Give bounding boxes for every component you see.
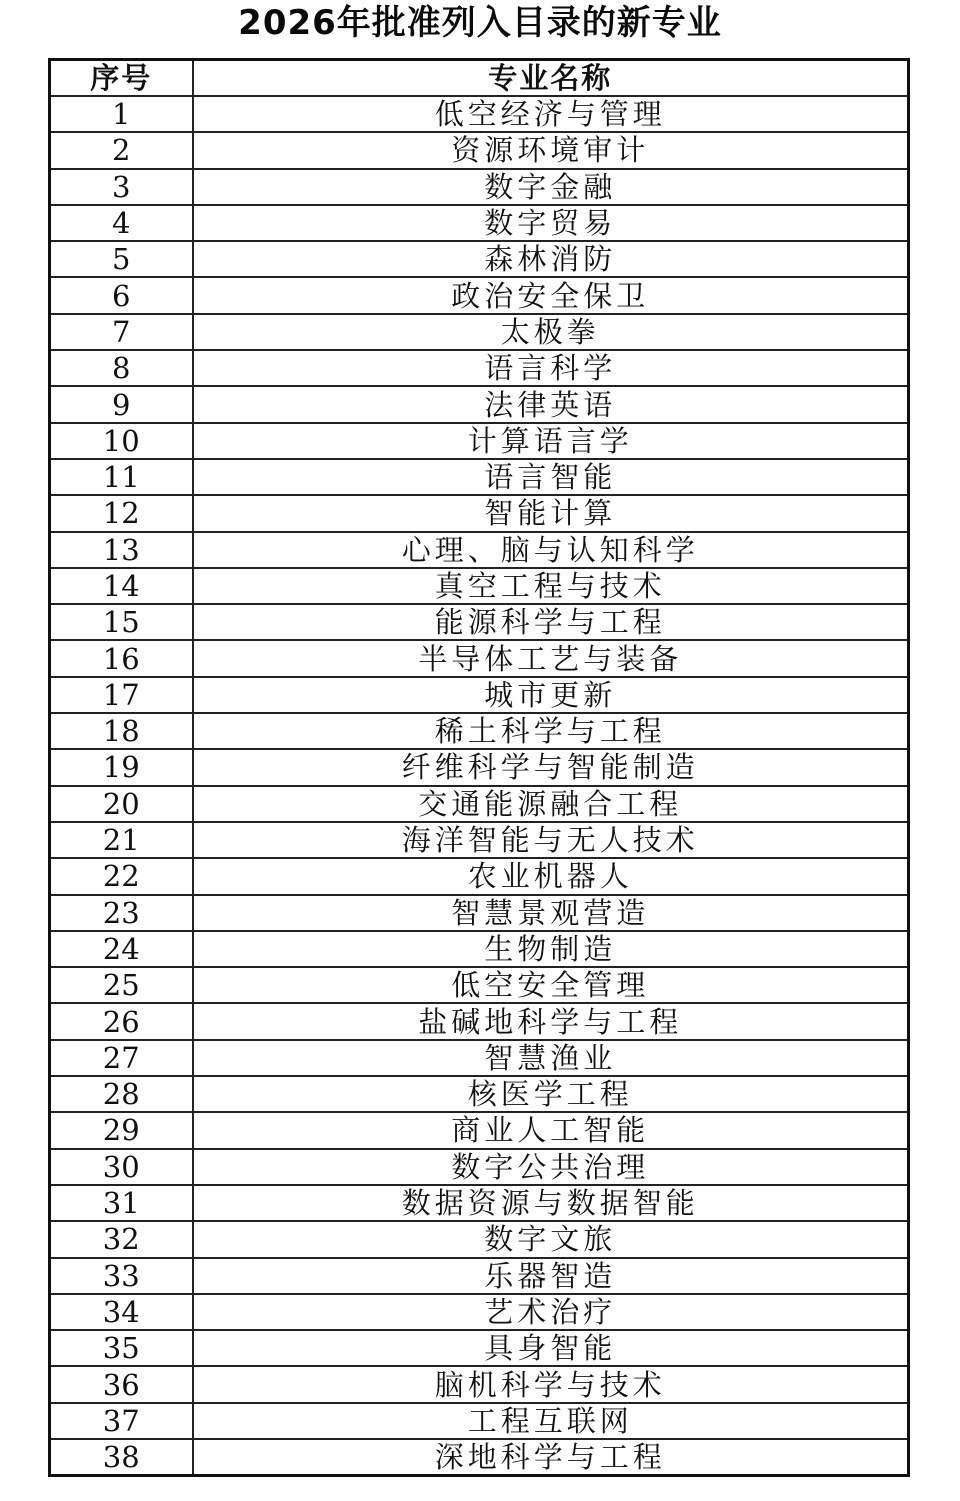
major-name-cell: 心理、脑与认知科学 xyxy=(193,532,909,568)
row-index-cell: 17 xyxy=(50,677,193,713)
row-index-cell: 16 xyxy=(50,640,193,676)
row-index-cell: 34 xyxy=(50,1294,193,1330)
row-index-cell: 28 xyxy=(50,1076,193,1112)
table-row xyxy=(50,1366,909,1402)
major-name-cell: 真空工程与技术 xyxy=(193,568,909,604)
table-row xyxy=(50,786,909,822)
major-name-cell: 森林消防 xyxy=(193,241,909,277)
row-index-cell: 24 xyxy=(50,931,193,967)
major-name-cell: 盐碱地科学与工程 xyxy=(193,1003,909,1039)
table-row xyxy=(50,1221,909,1257)
page-title: 2026年批准列入目录的新专业 xyxy=(238,3,722,43)
major-name-cell: 低空经济与管理 xyxy=(193,96,909,132)
row-index-cell: 8 xyxy=(50,350,193,386)
table-row xyxy=(50,1112,909,1148)
row-index-cell: 14 xyxy=(50,568,193,604)
row-index-cell: 3 xyxy=(50,169,193,205)
row-index-cell: 38 xyxy=(50,1439,193,1476)
row-index-cell: 37 xyxy=(50,1403,193,1439)
row-index-cell: 4 xyxy=(50,205,193,241)
row-index-cell: 18 xyxy=(50,713,193,749)
table-row xyxy=(50,713,909,749)
table-row xyxy=(50,96,909,132)
major-name-cell: 城市更新 xyxy=(193,677,909,713)
table-row xyxy=(50,604,909,640)
table-row xyxy=(50,895,909,931)
table-row xyxy=(50,858,909,894)
row-index-cell: 32 xyxy=(50,1221,193,1257)
row-index-cell: 27 xyxy=(50,1040,193,1076)
major-name-cell: 语言智能 xyxy=(193,459,909,495)
row-index-cell: 12 xyxy=(50,495,193,531)
major-name-cell: 智慧渔业 xyxy=(193,1040,909,1076)
row-index-cell: 2 xyxy=(50,132,193,168)
table-row xyxy=(50,1294,909,1330)
header-row xyxy=(50,60,909,97)
table-row xyxy=(50,169,909,205)
major-name-cell: 智能计算 xyxy=(193,495,909,531)
majors-table-container xyxy=(48,58,907,1477)
major-name-cell: 数字公共治理 xyxy=(193,1149,909,1185)
table-row xyxy=(50,1040,909,1076)
major-name-cell: 数字金融 xyxy=(193,169,909,205)
column-header-index: 序号 xyxy=(50,60,193,97)
major-name-cell: 资源环境审计 xyxy=(193,132,909,168)
table-row xyxy=(50,931,909,967)
table-row xyxy=(50,205,909,241)
table-row xyxy=(50,532,909,568)
row-index-cell: 5 xyxy=(50,241,193,277)
table-row xyxy=(50,1003,909,1039)
table-row xyxy=(50,386,909,422)
table-row xyxy=(50,423,909,459)
row-index-cell: 7 xyxy=(50,314,193,350)
table-row xyxy=(50,132,909,168)
major-name-cell: 半导体工艺与装备 xyxy=(193,640,909,676)
row-index-cell: 1 xyxy=(50,96,193,132)
major-name-cell: 数据资源与数据智能 xyxy=(193,1185,909,1221)
table-row xyxy=(50,1403,909,1439)
table-row xyxy=(50,1149,909,1185)
major-name-cell: 政治安全保卫 xyxy=(193,277,909,313)
row-index-cell: 13 xyxy=(50,532,193,568)
table-row xyxy=(50,495,909,531)
table-row xyxy=(50,1439,909,1476)
table-row xyxy=(50,677,909,713)
row-index-cell: 26 xyxy=(50,1003,193,1039)
major-name-cell: 太极拳 xyxy=(193,314,909,350)
table-row xyxy=(50,568,909,604)
table-row xyxy=(50,640,909,676)
column-header-name: 专业名称 xyxy=(193,60,909,97)
row-index-cell: 21 xyxy=(50,822,193,858)
table-row xyxy=(50,1330,909,1366)
major-name-cell: 纤维科学与智能制造 xyxy=(193,749,909,785)
row-index-cell: 19 xyxy=(50,749,193,785)
row-index-cell: 36 xyxy=(50,1366,193,1402)
major-name-cell: 计算语言学 xyxy=(193,423,909,459)
majors-table xyxy=(48,58,910,1477)
table-row xyxy=(50,822,909,858)
major-name-cell: 海洋智能与无人技术 xyxy=(193,822,909,858)
table-row xyxy=(50,1076,909,1112)
major-name-cell: 智慧景观营造 xyxy=(193,895,909,931)
table-row xyxy=(50,277,909,313)
major-name-cell: 工程互联网 xyxy=(193,1403,909,1439)
row-index-cell: 25 xyxy=(50,967,193,1003)
major-name-cell: 数字贸易 xyxy=(193,205,909,241)
major-name-cell: 低空安全管理 xyxy=(193,967,909,1003)
table-row xyxy=(50,350,909,386)
major-name-cell: 乐器智造 xyxy=(193,1258,909,1294)
table-row xyxy=(50,314,909,350)
table-row xyxy=(50,967,909,1003)
table-row xyxy=(50,241,909,277)
table-row xyxy=(50,459,909,495)
row-index-cell: 15 xyxy=(50,604,193,640)
major-name-cell: 交通能源融合工程 xyxy=(193,786,909,822)
row-index-cell: 11 xyxy=(50,459,193,495)
row-index-cell: 23 xyxy=(50,895,193,931)
table-row xyxy=(50,749,909,785)
major-name-cell: 数字文旅 xyxy=(193,1221,909,1257)
row-index-cell: 20 xyxy=(50,786,193,822)
major-name-cell: 脑机科学与技术 xyxy=(193,1366,909,1402)
major-name-cell: 核医学工程 xyxy=(193,1076,909,1112)
major-name-cell: 农业机器人 xyxy=(193,858,909,894)
row-index-cell: 31 xyxy=(50,1185,193,1221)
row-index-cell: 10 xyxy=(50,423,193,459)
row-index-cell: 35 xyxy=(50,1330,193,1366)
table-header xyxy=(50,60,909,97)
major-name-cell: 艺术治疗 xyxy=(193,1294,909,1330)
major-name-cell: 语言科学 xyxy=(193,350,909,386)
row-index-cell: 29 xyxy=(50,1112,193,1148)
table-row xyxy=(50,1185,909,1221)
major-name-cell: 能源科学与工程 xyxy=(193,604,909,640)
table-body xyxy=(50,96,909,1476)
major-name-cell: 商业人工智能 xyxy=(193,1112,909,1148)
row-index-cell: 22 xyxy=(50,858,193,894)
row-index-cell: 33 xyxy=(50,1258,193,1294)
row-index-cell: 9 xyxy=(50,386,193,422)
major-name-cell: 深地科学与工程 xyxy=(193,1439,909,1476)
row-index-cell: 6 xyxy=(50,277,193,313)
table-row xyxy=(50,1258,909,1294)
row-index-cell: 30 xyxy=(50,1149,193,1185)
major-name-cell: 稀土科学与工程 xyxy=(193,713,909,749)
major-name-cell: 法律英语 xyxy=(193,386,909,422)
major-name-cell: 生物制造 xyxy=(193,931,909,967)
major-name-cell: 具身智能 xyxy=(193,1330,909,1366)
